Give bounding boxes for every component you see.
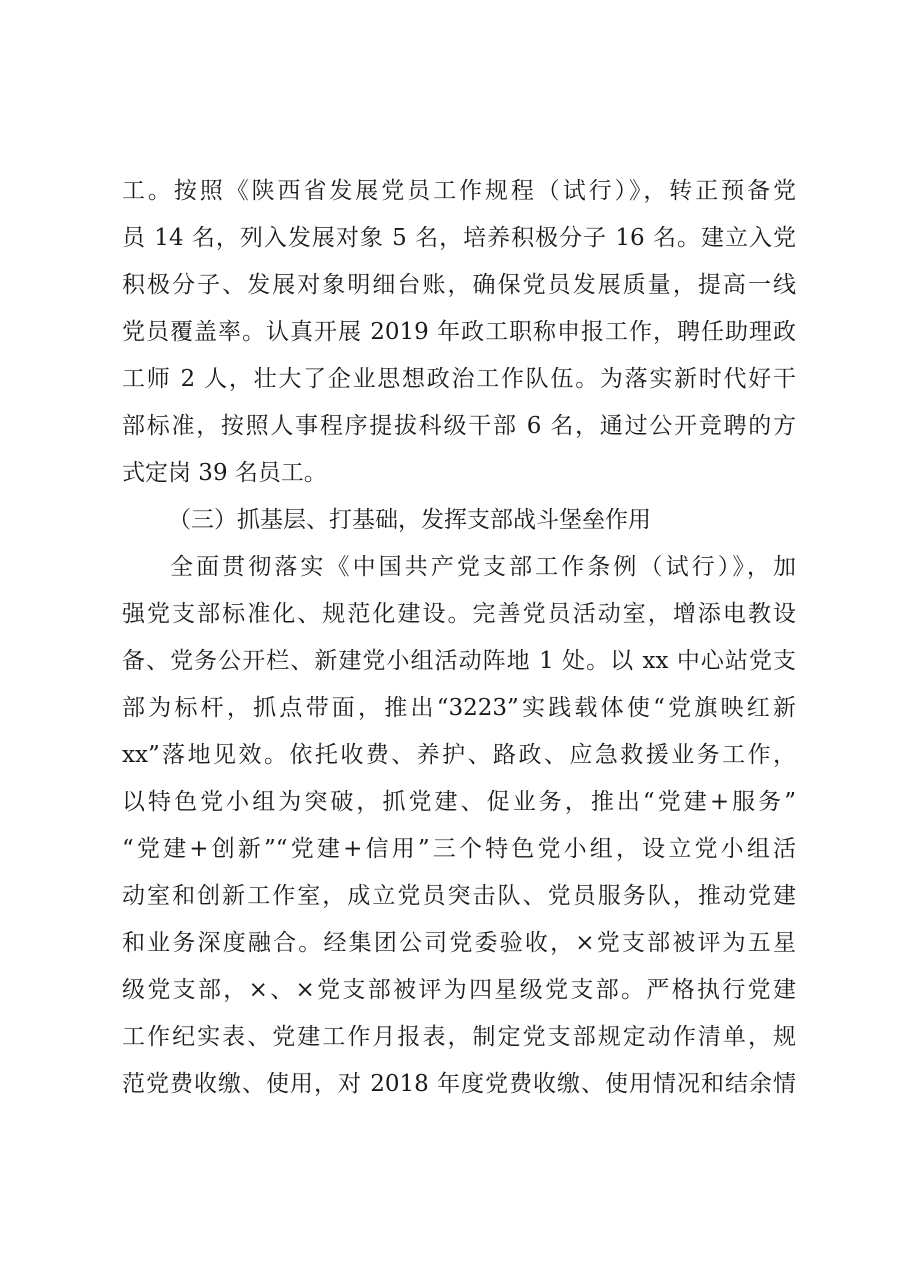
paragraph-line-20: 范党费收缴、使用，对 2018 年度党费收缴、使用情况和结余情 — [122, 1071, 796, 1097]
paragraph-line-9: 全面贯彻落实《中国共产党支部工作条例（试行）》，加 — [170, 554, 796, 580]
paragraph-line-19: 工作纪实表、党建工作月报表，制定党支部规定动作清单，规 — [122, 1024, 796, 1050]
paragraph-line-5: 工师 2 人，壮大了企业思想政治工作队伍。为落实新时代好干 — [122, 366, 796, 392]
paragraph-line-2: 员 14 名，列入发展对象 5 名，培养积极分子 16 名。建立入党 — [122, 225, 796, 251]
paragraph-line-7: 式定岗 39 名员工。 — [122, 460, 327, 486]
paragraph-line-17: 和业务深度融合。经集团公司党委验收，×党支部被评为五星 — [122, 930, 796, 956]
paragraph-line-1: 工。按照《陕西省发展党员工作规程（试行）》，转正预备党 — [122, 178, 796, 204]
paragraph-line-13: xx”落地见效。依托收费、养护、路政、应急救援业务工作， — [122, 742, 796, 768]
paragraph-line-3: 积极分子、发展对象明细台账，确保党员发展质量，提高一线 — [122, 272, 796, 298]
section-heading: （三）抓基层、打基础，发挥支部战斗堡垒作用 — [168, 507, 651, 533]
paragraph-line-14: 以特色党小组为突破，抓党建、促业务，推出“党建+服务” — [122, 789, 796, 815]
paragraph-line-6: 部标准，按照人事程序提拔科级干部 6 名，通过公开竞聘的方 — [122, 413, 796, 439]
body-text — [122, 168, 796, 1108]
paragraph-line-4: 党员覆盖率。认真开展 2019 年政工职称申报工作，聘任助理政 — [122, 319, 796, 345]
paragraph-line-10: 强党支部标准化、规范化建设。完善党员活动室，增添电教设 — [122, 601, 796, 627]
paragraph-line-15: “党建+创新”“党建+信用”三个特色党小组，设立党小组活 — [122, 836, 796, 862]
paragraph-line-16: 动室和创新工作室，成立党员突击队、党员服务队，推动党建 — [122, 883, 796, 909]
paragraph-line-11: 备、党务公开栏、新建党小组活动阵地 1 处。以 xx 中心站党支 — [122, 648, 796, 674]
paragraph-line-18: 级党支部，×、×党支部被评为四星级党支部。严格执行党建 — [122, 977, 796, 1003]
paragraph-line-12: 部为标杆，抓点带面，推出“3223”实践载体使“党旗映红新 — [122, 695, 796, 721]
